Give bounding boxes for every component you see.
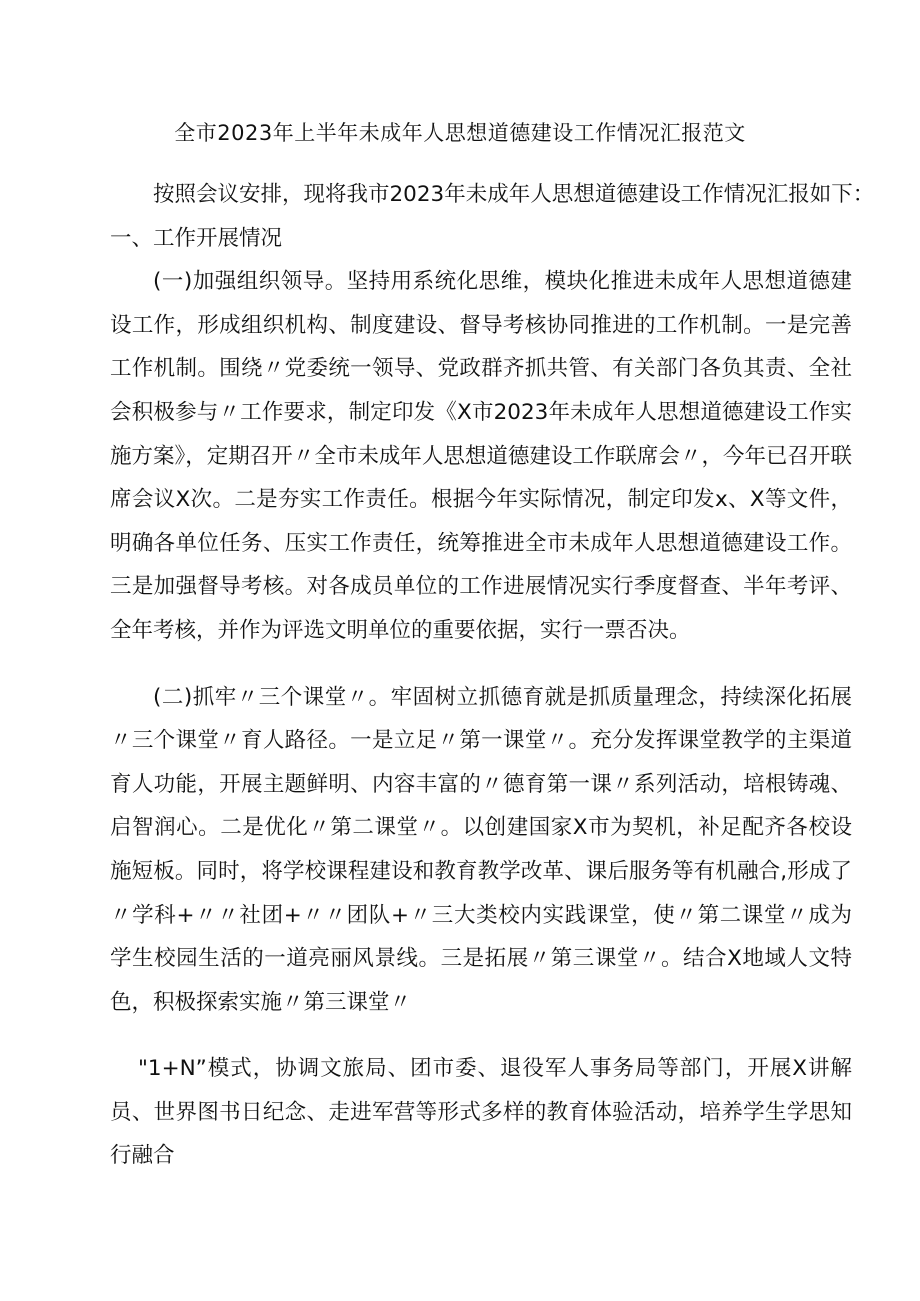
- paragraph-organization-leadership: (一)加强组织领导。坚持用系统化思维，模块化推进未成年人思想道德建设工作，形成组织机构、制度建设、督导考核协同推进的工作机制。一是完善工作机制。围绕〃党委统一领导、党政群齐抓共管、有关部门各负其责、全社会积极参与〃工作要求，制定印发《X市2023年未成年人思想道德建设工作实施方案》，定期召开〃全市未成年人思想道德建设工作联席会〃，今年已召开联席会议X次。二是夯实工作责任。根据今年实际情况，制定印发x、X等文件，明确各单位任务、压实工作责任，统筹推进全市未成年人思想道德建设工作。三是加强督导考核。对各成员单位的工作进展情况实行季度督查、半年考评、全年考核，并作为评选文明单位的重要依据，实行一票否决。: [110, 269, 852, 643]
- section-heading: 一、工作开展情况: [110, 225, 283, 251]
- paragraph-continuation: "1+N”模式，协调文旅局、团市委、退役军人事务局等部门，开展X讲解员、世界图书日纪念、走进军营等形式多样的教育体验活动，培养学生学思知行融合: [110, 1056, 852, 1169]
- paragraph-three-classrooms: (二)抓牢〃三个课堂〃。牢固树立抓德育就是抓质量理念，持续深化拓展〃三个课堂〃育人路径。一是立足〃第一课堂〃。充分发挥课堂教学的主渠道育人功能，开展主题鲜明、内容丰富的〃德育第一课〃系列活动，培根铸魂、启智润心。二是优化〃第二课堂〃。以创建国家X市为契机，补足配齐各校设施短板。同时，将学校课程建设和教育教学改革、课后服务等有机融合,形成了〃学科+〃〃社团+〃〃团队+〃三大类校内实践课堂，使〃第二课堂〃成为学生校园生活的一道亮丽风景线。三是拓展〃第三课堂〃。结合X地域人文特色，积极探索实施〃第三课堂〃: [110, 684, 852, 1015]
- document-body: [110, 173, 875, 1178]
- intro-paragraph: 按照会议安排，现将我市2023年未成年人思想道德建设工作情况汇报如下：: [153, 182, 875, 207]
- document-title: 全市2023年上半年未成年人思想道德建设工作情况汇报范文: [174, 121, 746, 145]
